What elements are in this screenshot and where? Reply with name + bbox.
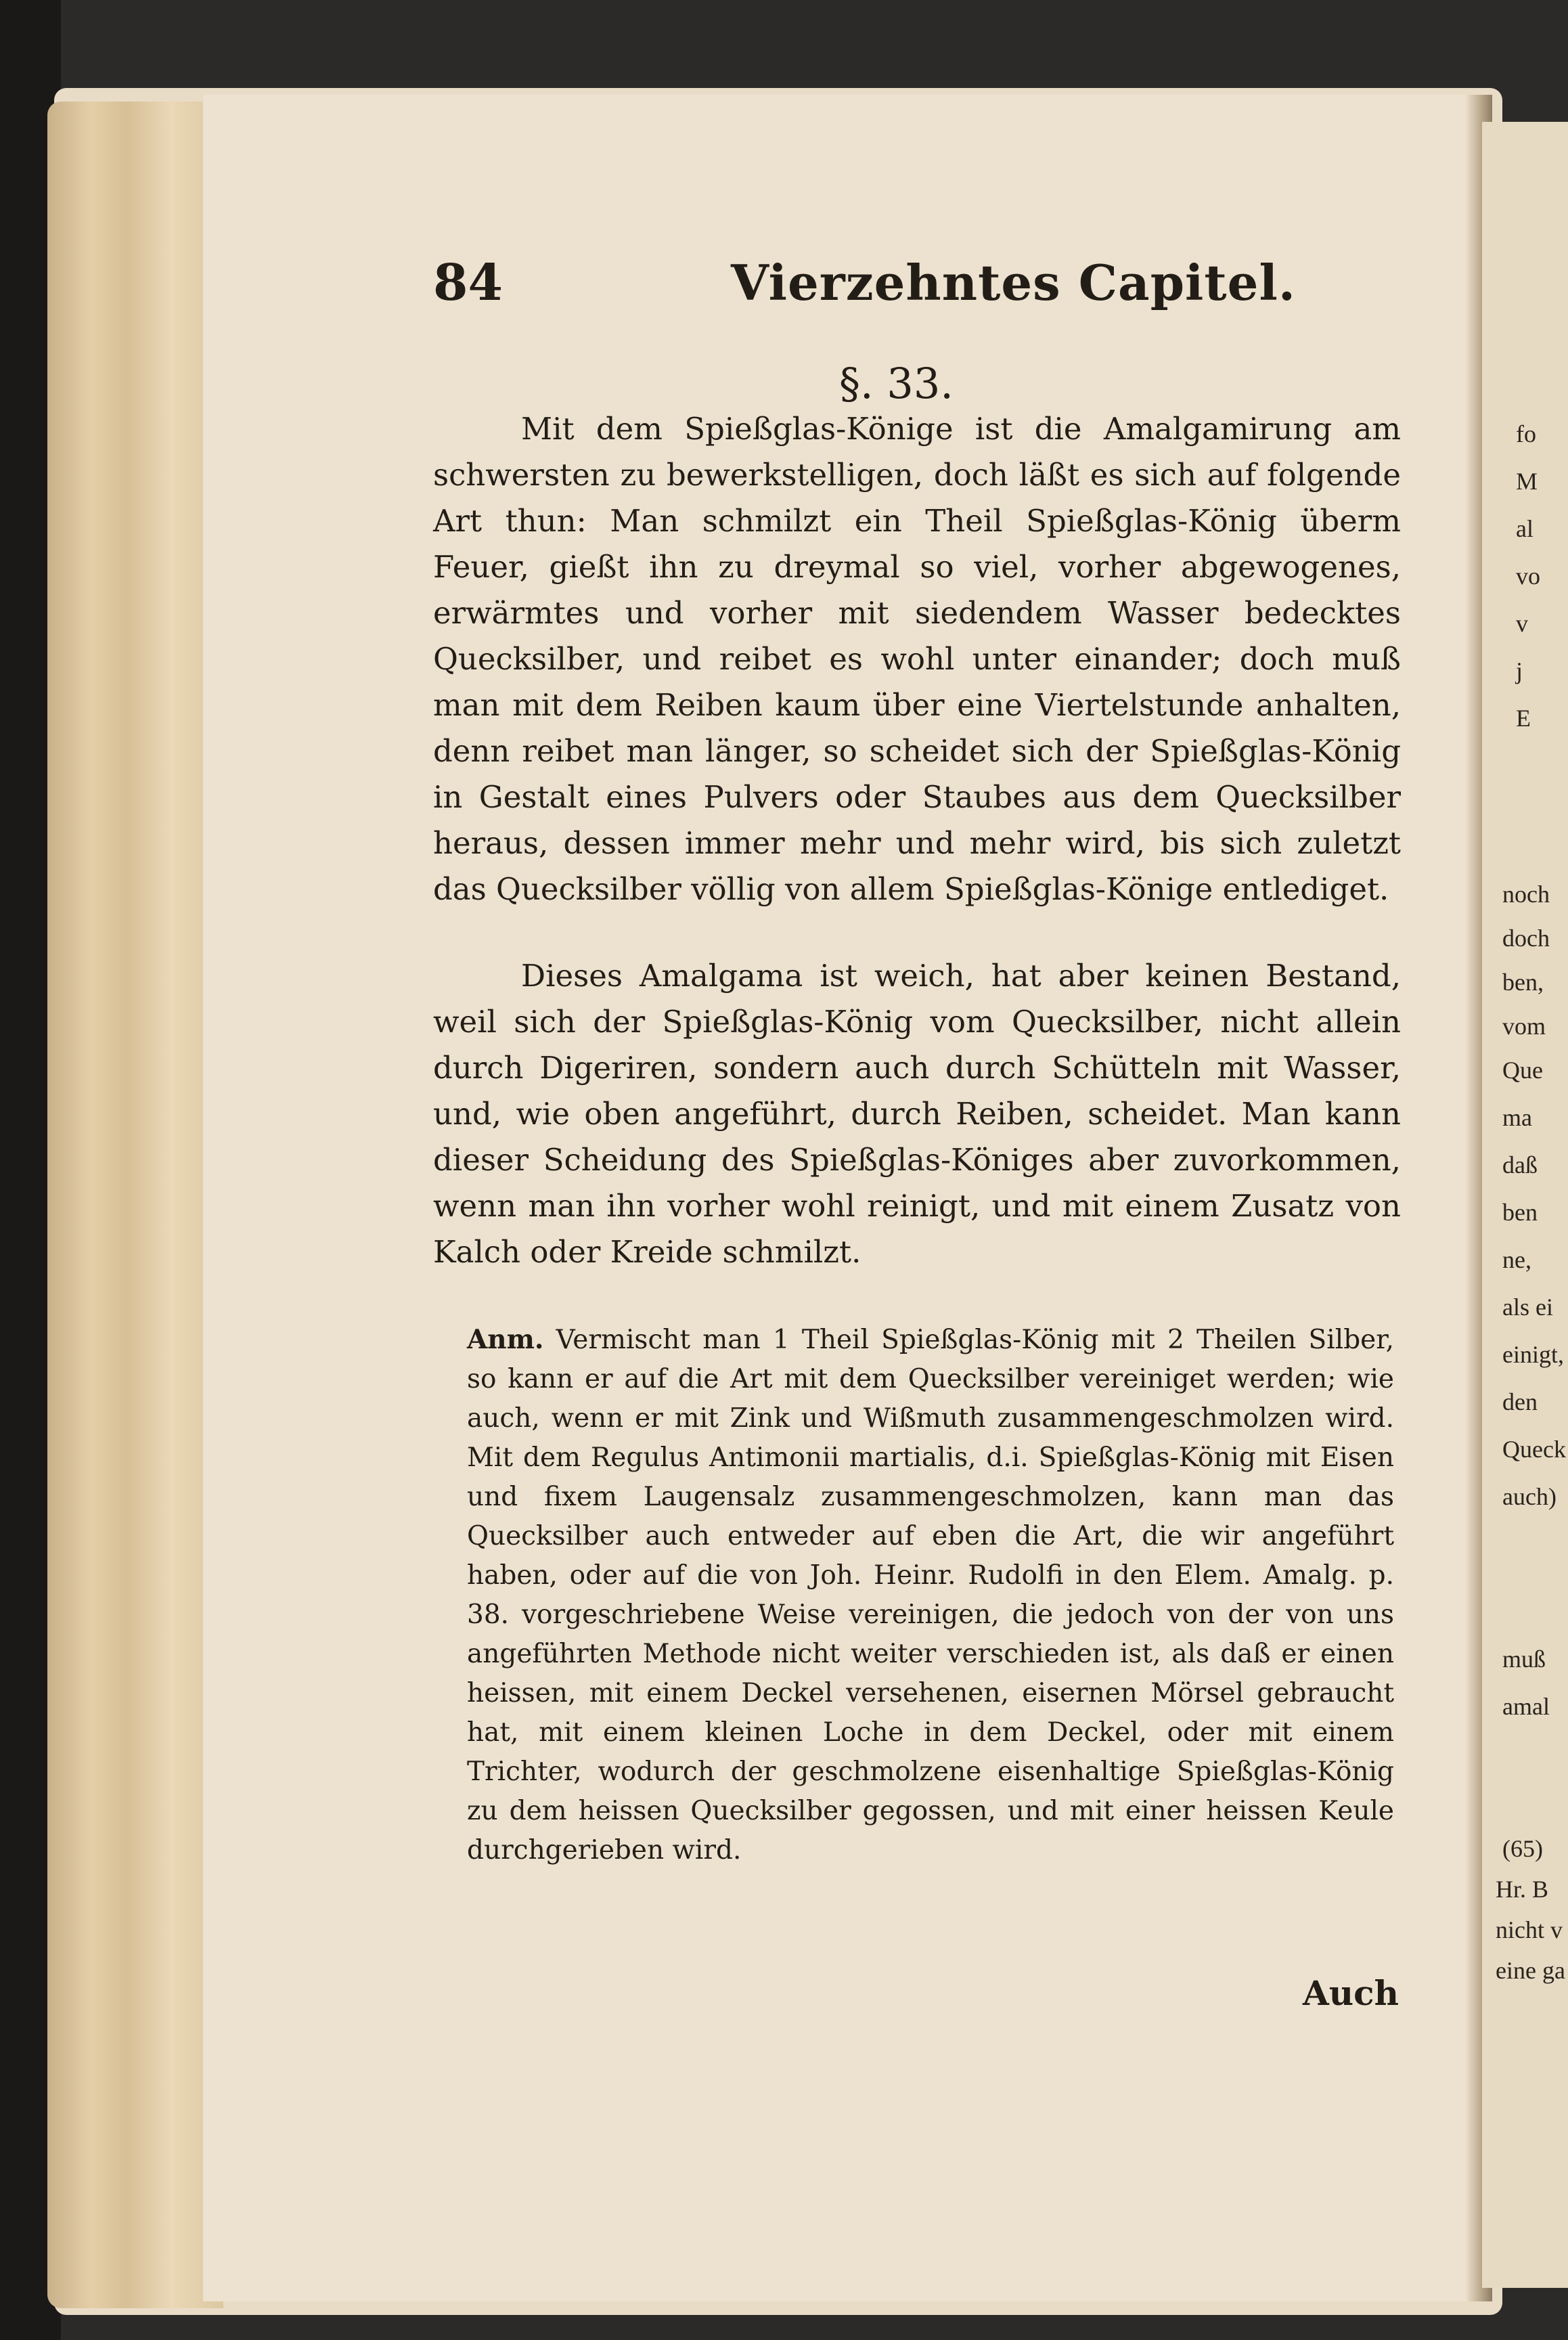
annotation-text: Vermischt man 1 Theil Spießglas-König mit 2 Theilen Silber, so kann er auf die Art mit dem Quecksilber vereiniget werden; wie auch, wenn er mit Zink und Wißmuth zusammengeschmolzen wird. Mit dem Regulus Antimonii martialis, d.i. Spießglas-König mit Eisen und fixem Laugensalz zusammengeschmolzen, kann man das Quecksilber auch entweder auf eben die Art, die wir angeführt haben, oder auf die von Joh. Heinr. Rudolfi in den Elem. Amalg. p. 38. vorgeschriebene Weise vereinigen, die jedoch von der von uns angeführten Methode nicht weiter verschieden ist, als daß er einen heissen, mit einem Deckel versehenen, eisernen Mörsel gebraucht hat, mit einem kleinen Loche in dem Deckel, oder mit einem Trichter, wodurch der geschmolzene eisenhaltige Spießglas-König zu dem heissen Quecksilber gegossen, und mit einer heissen Keule durchgerieben wird. bbox=[467, 1325, 1394, 1866]
right-page-fragment: (65) bbox=[1502, 1835, 1543, 1862]
right-page-fragment: eine ga bbox=[1496, 1957, 1565, 1984]
annotation-label: Anm. bbox=[467, 1324, 544, 1355]
right-page-fragment: al bbox=[1516, 515, 1533, 542]
page-number: 84 bbox=[433, 254, 503, 312]
section-heading: §. 33. bbox=[839, 359, 954, 408]
right-page-fragment: ne, bbox=[1502, 1246, 1531, 1273]
right-page-fragment: v bbox=[1516, 610, 1528, 637]
right-page-fragment: amal bbox=[1502, 1693, 1550, 1720]
right-page-fragment: M bbox=[1516, 468, 1538, 495]
right-page-fragment: ben, bbox=[1502, 969, 1544, 996]
right-page-fragment: Que bbox=[1502, 1057, 1543, 1084]
right-page-fragment: vom bbox=[1502, 1013, 1546, 1040]
right-page-fragment: E bbox=[1516, 705, 1531, 732]
catchword: Auch bbox=[1303, 1973, 1399, 2013]
chapter-title: Vierzehntes Capitel. bbox=[731, 254, 1296, 311]
right-page-fragment: als ei bbox=[1502, 1294, 1553, 1321]
right-page-fragment: ben bbox=[1502, 1199, 1538, 1226]
right-page-fragment: nicht v bbox=[1496, 1916, 1563, 1943]
right-page-fragment: einigt, bbox=[1502, 1341, 1564, 1368]
right-page-fragment: Hr. B bbox=[1496, 1876, 1549, 1903]
book-page-right bbox=[1482, 122, 1568, 2288]
right-page-fragment: Queck bbox=[1502, 1436, 1566, 1463]
paragraph: Mit dem Spießglas-Könige ist die Amalgamirung am schwersten zu bewerkstelligen, doch läßt es sich auf folgende Art thun: Man schmilzt ein Theil Spießglas-König überm Feuer, gießt ihn zu dreymal so viel, vorher abgewogenes, erwärmtes und vorher mit siedendem Wasser bedecktes Quecksilber, und reibet es wohl unter einander; doch muß man mit dem Reiben kaum über eine Viertelstunde anhalten, denn reibet man länger, so scheidet sich der Spießglas-König in Gestalt eines Pulvers oder Staubes aus dem Quecksilber heraus, dessen immer mehr und mehr wird, bis sich zuletzt das Quecksilber völlig von allem Spießglas-Könige entlediget. bbox=[433, 411, 1401, 907]
right-page-fragment: daß bbox=[1502, 1151, 1538, 1178]
annotation bbox=[467, 1320, 1394, 1870]
right-page-fragment: fo bbox=[1516, 420, 1536, 447]
running-head bbox=[433, 254, 1353, 315]
right-page-fragment: doch bbox=[1502, 925, 1550, 952]
right-page-fragment: j bbox=[1516, 657, 1523, 684]
right-page-fragment: auch) bbox=[1502, 1483, 1556, 1510]
right-page-fragment: muß bbox=[1502, 1646, 1546, 1673]
page-edges bbox=[47, 102, 223, 2308]
right-page-fragment: den bbox=[1502, 1388, 1538, 1415]
main-text bbox=[433, 406, 1401, 1316]
right-page-fragment: noch bbox=[1502, 881, 1550, 908]
right-page-fragment: vo bbox=[1516, 562, 1540, 590]
right-page-fragment: ma bbox=[1502, 1104, 1532, 1131]
paragraph: Dieses Amalgama ist weich, hat aber keinen Bestand, weil sich der Spießglas-König vom Quecksilber, nicht allein durch Digeriren, sondern auch durch Schütteln mit Wasser, und, wie oben angeführt, durch Reiben, scheidet. Man kann dieser Scheidung des Spießglas-Königes aber zuvorkommen, wenn man ihn vorher wohl reinigt, und mit einem Zusatz von Kalch oder Kreide schmilzt. bbox=[433, 958, 1401, 1270]
